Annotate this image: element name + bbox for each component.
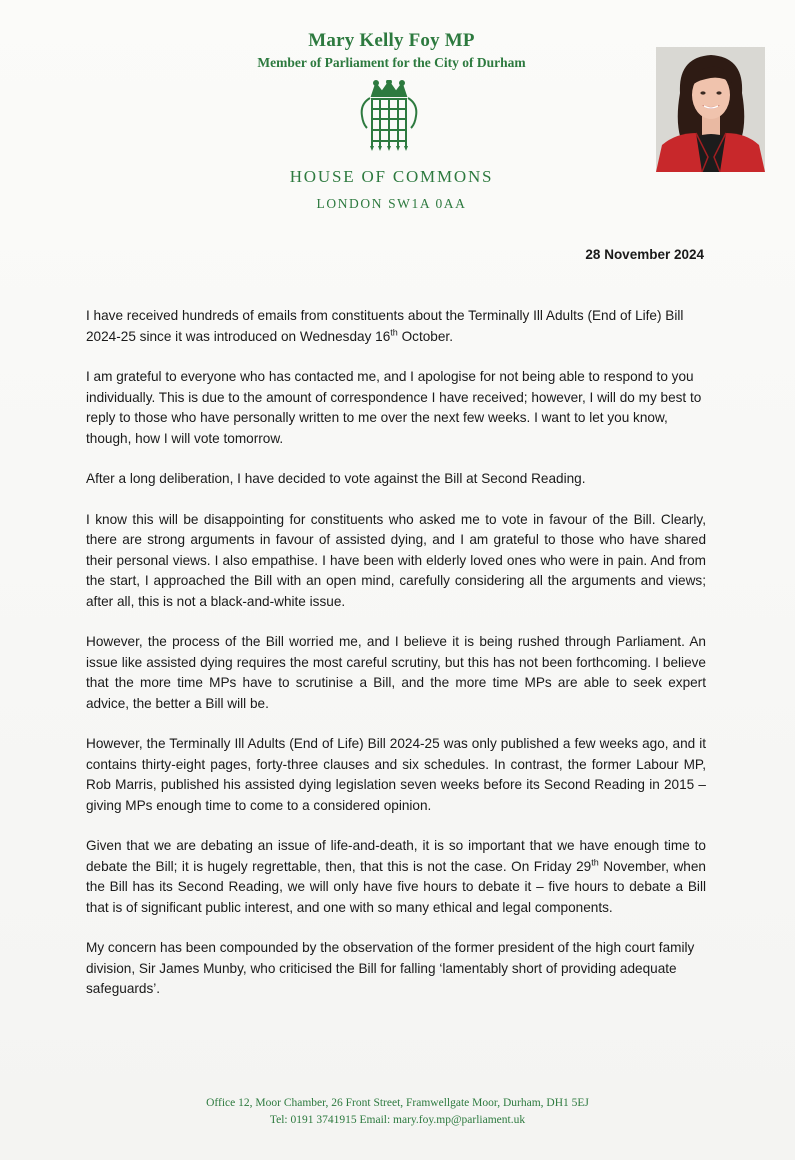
paragraph-1 — [86, 306, 706, 347]
paragraph-3: After a long deliberation, I have decided to vote against the Bill at Second Reading. — [86, 471, 586, 486]
paragraph-7-end: November, when the Bill has its Second Reading, we will only have five hours to debate it – five hours to debate a Bill that is of significant public interest, and one with so many ethical and legal components. — [86, 858, 706, 915]
address-line: LONDON SW1A 0AA — [316, 196, 467, 211]
paragraph-2: I am grateful to everyone who has contacted me, and I apologise for not being able to respond to you individually. This is due to the amount of correspondence I have received; however, I will do my best to reply to those who have personally written to me over the next few weeks. I want to let you know, though, how I will vote tomorrow. — [86, 369, 702, 446]
letter-date: 28 November 2024 — [585, 247, 704, 262]
paragraph-7 — [86, 836, 706, 918]
footer-contact: Tel: 0191 3741915 Email: mary.foy.mp@parliament.uk — [269, 1114, 526, 1126]
letter-body — [86, 306, 706, 1020]
paragraph-6: However, the Terminally Ill Adults (End of Life) Bill 2024-25 was only published a few weeks ago, and it contains thirty-eight pages, forty-three clauses and six schedules. In contrast, the former Labour MP, Rob Marris, published his assisted dying legislation seven weeks before its Second Reading in 2015 – giving MPs enough time to come to a considered opinion. — [86, 736, 706, 813]
ordinal-suffix: th — [390, 326, 398, 337]
portcullis-icon — [358, 80, 420, 152]
paragraph-5: However, the process of the Bill worried me, and I believe it is being rushed through Parliament. An issue like assisted dying requires the most careful scrutiny, but this has not been forthcoming. I believe that the more time MPs have to scrutinise a Bill, and the more time MPs are able to seek expert advice, the better a Bill will be. — [86, 634, 706, 711]
paragraph-7-text: Given that we are debating an issue of life-and-death, it is so important that we have enough time to debate the Bill; it is hugely regrettable, then, that this is not the case. On Friday 29 — [86, 838, 706, 874]
mp-portrait-photo — [656, 47, 765, 172]
mp-role: Member of Parliament for the City of Durham — [257, 55, 526, 70]
house-of-commons: HOUSE OF COMMONS — [289, 167, 494, 186]
footer-office-address: Office 12, Moor Chamber, 26 Front Street, Framwellgate Moor, Durham, DH1 5EJ — [206, 1097, 589, 1109]
paragraph-8: My concern has been compounded by the observation of the former president of the high court family division, Sir James Munby, who criticised the Bill for falling ‘lamentably short of providing adequate safeguards’. — [86, 940, 695, 996]
ordinal-suffix: th — [591, 856, 599, 867]
paragraph-4: I know this will be disappointing for constituents who asked me to vote in favour of the Bill. Clearly, there are strong arguments in favour of assisted dying, and I am grateful to those who have shared their personal views. I also empathise. I have been with elderly loved ones who were in pain. And from the start, I approached the Bill with an open mind, carefully considering all the arguments and views; after all, this is not a black-and-white issue. — [86, 511, 706, 609]
portrait-illustration — [656, 47, 765, 172]
mp-name: Mary Kelly Foy MP — [308, 30, 475, 51]
paragraph-1-text: I have received hundreds of emails from constituents about the Terminally Ill Adults (End of Life) Bill 2024-25 since it was introduced on Wednesday 16 — [86, 308, 684, 344]
paragraph-1-end: October. — [397, 328, 453, 344]
